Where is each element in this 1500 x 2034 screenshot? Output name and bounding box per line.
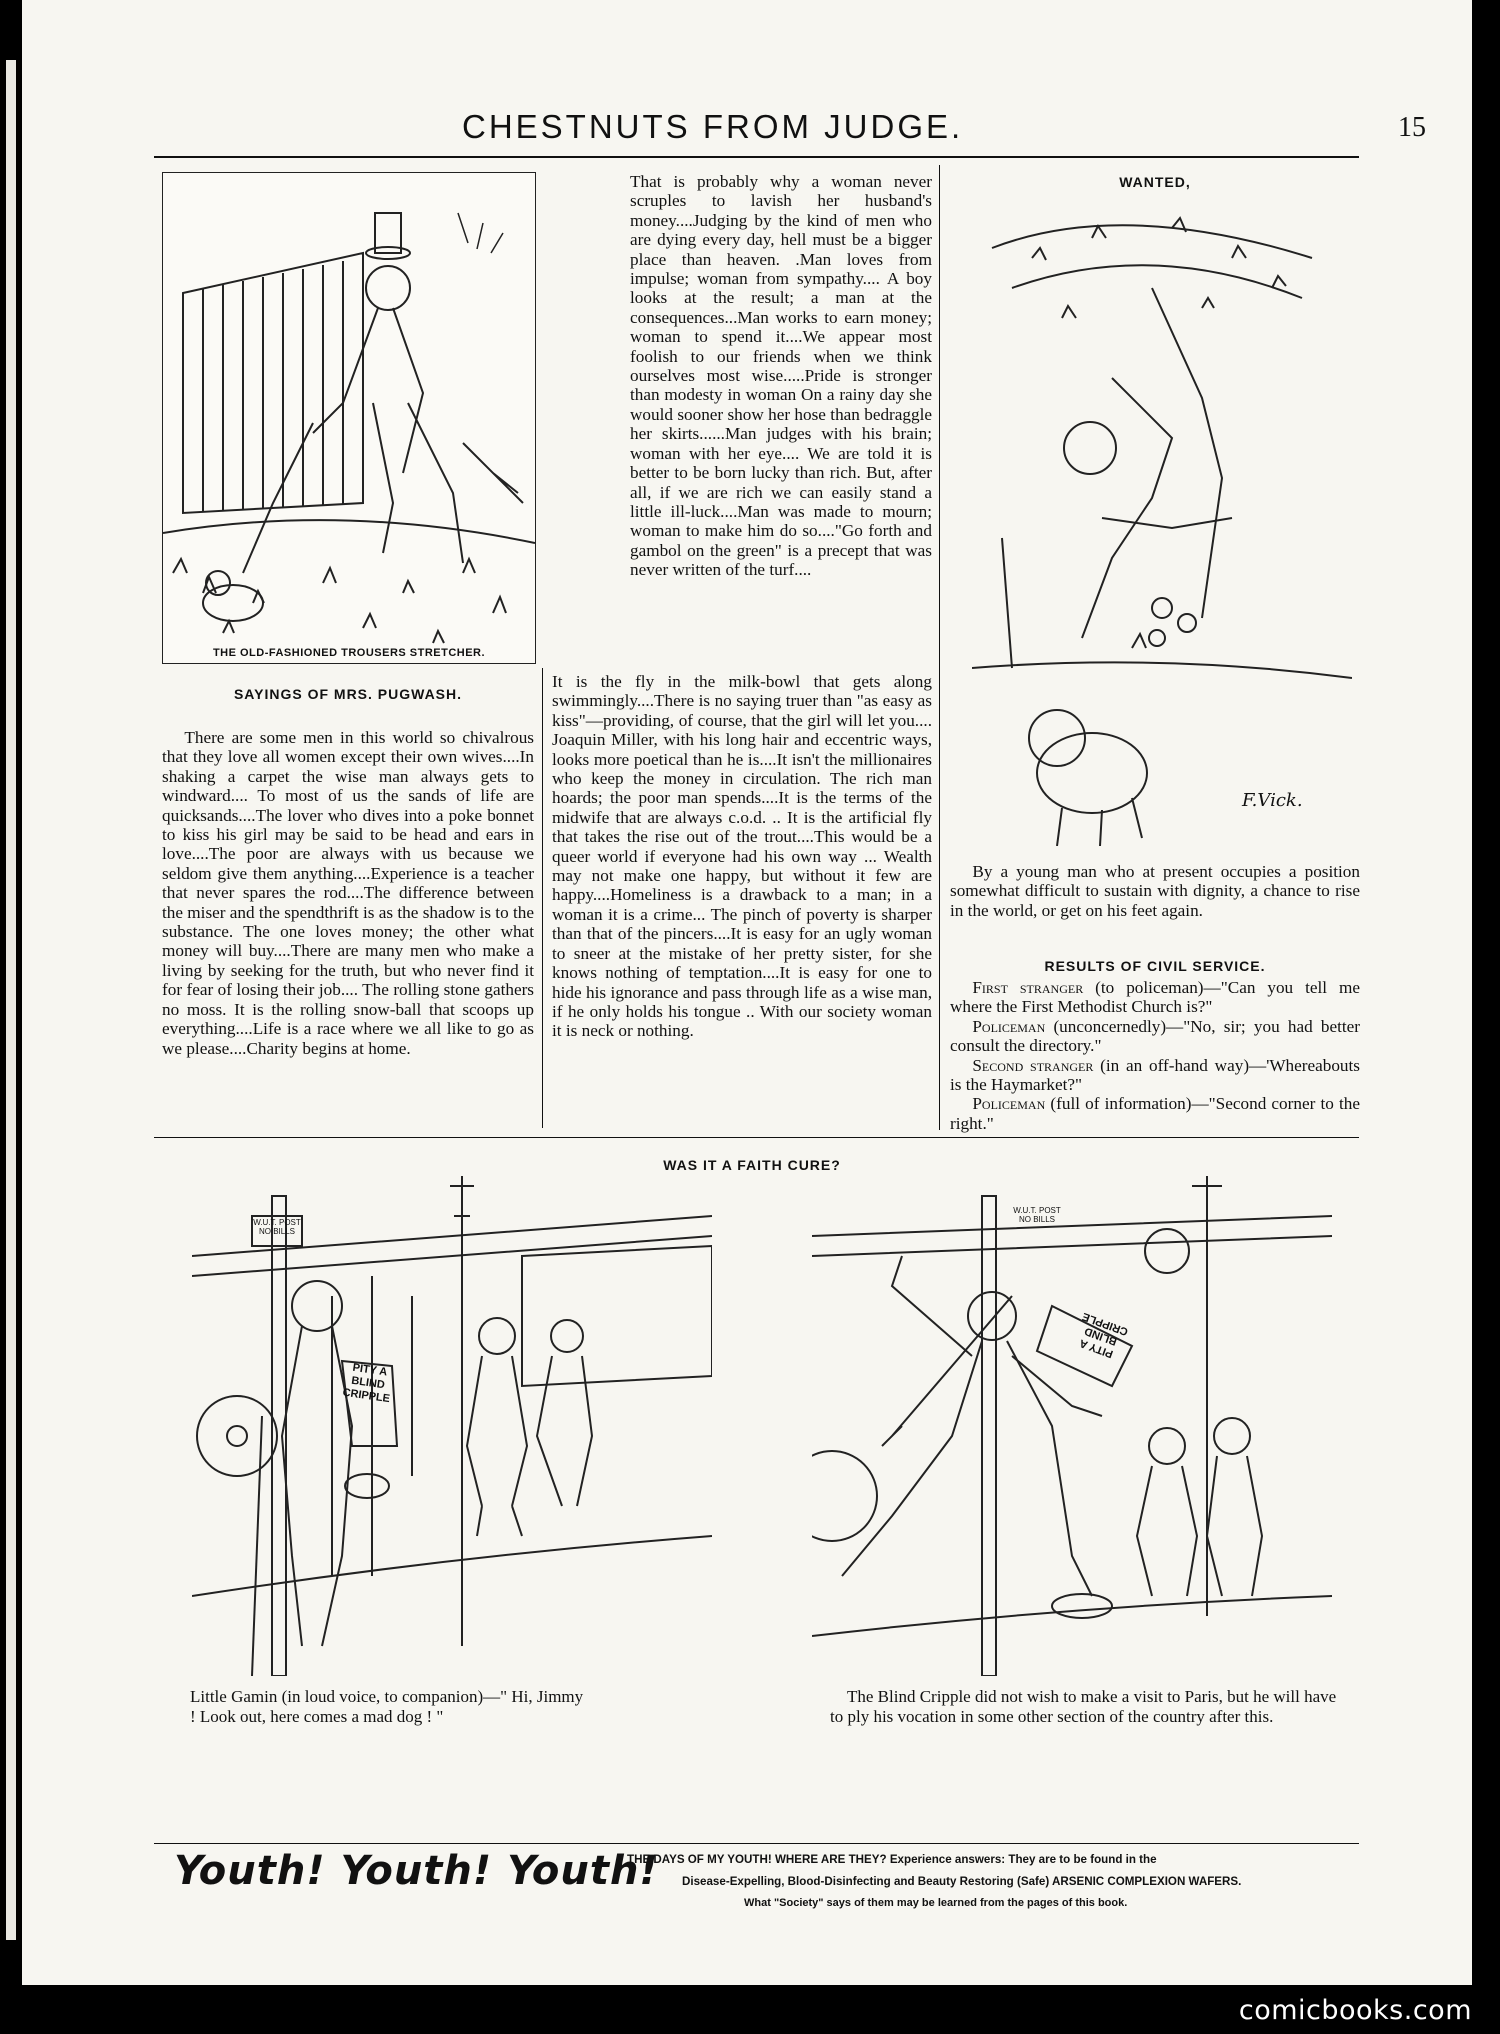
pugwash-column-1 (162, 728, 534, 1058)
post-sign-right: W.U.T. POST NO BILLS (1013, 1206, 1061, 1224)
blind-cripple-begging-drawing (192, 1176, 712, 1676)
binding-gutter (0, 0, 22, 1985)
column-rule-2 (939, 165, 940, 1130)
ad-line-2: Disease-Expelling, Blood-Disinfecting and Beauty Restoring (Safe) ARSENIC COMPLEXION WAFERS. (682, 1875, 1242, 1888)
line-4-text: (full of information)—"Second corner to the right." (950, 1094, 1360, 1133)
pugwash-text-1: There are some men in this world so chivalrous that they love all women except their own wives....In shaking a carpet the wise man always gets to windward.... To most of us the sands of life are quicksands....The lover who dives into a poke bonnet to kiss his girl may be said to be head and ears in love....The poor are always with us because we seldom give them anything....Experience is a teacher that never spares the rod....The difference between the miser and the spendthrift is as the shadow is to the substance. The one loves money; the other what money will buy....There are many men who make a living by seeking for the truth, but who never find it for fear of losing their job.... The rolling stone gathers no moss. It is the rolling snow-ball that scoops up everything....Life is a race where we all like to go as we please....Charity begins at home. (162, 728, 534, 1058)
wanted-text (950, 862, 1360, 920)
civil-service-heading: RESULTS OF CIVIL SERVICE. (1044, 958, 1266, 974)
section-rule (154, 1137, 1359, 1138)
speaker-second-stranger: Second stranger (972, 1055, 1094, 1075)
blind-cripple-running-drawing (812, 1176, 1332, 1676)
wanted-illustration (972, 198, 1352, 846)
site-watermark: comicbooks.com (1238, 1995, 1472, 2026)
civil-service-text (950, 978, 1360, 1133)
post-sign-left: W.U.T. POST NO BILLS (253, 1218, 301, 1236)
civil-service-line-4 (950, 1094, 1360, 1133)
ad-line-1: THE DAYS OF MY YOUTH! WHERE ARE THEY? Experience answers: They are to be found in the (627, 1853, 1157, 1866)
ad-line-3: What "Society" says of them may be learned from the pages of this book. (744, 1897, 1128, 1909)
faith-cure-left-panel (192, 1176, 712, 1676)
trousers-stretcher-illustration (162, 172, 536, 664)
speaker-policeman-2: Policeman (972, 1094, 1046, 1114)
trousers-stretcher-drawing (163, 173, 535, 663)
speaker-first-stranger: First stranger (972, 978, 1084, 997)
ad-rule (154, 1843, 1359, 1844)
ad-headline: Youth! Youth! Youth! (174, 1848, 659, 1894)
magazine-page (22, 0, 1472, 1985)
pugwash-text-2a: That is probably why a woman never scruples to lavish her husband's money....Judging by the kind of men who are dying every day, hell must be a bigger place than heaven. .Man loves from impulse; woman from sympathy.... A boy looks at the result; a man at the consequences...Man works to earn money; woman to spend it....We appear most foolish to our friends when we think ourselves most wise.....Pride is stronger than modesty in woman On a rainy day she would sooner show her hose than bedraggle her skirts......Man judges with his brain; woman with her eye.... We are told it is better to be born lucky than rich. But, after all, if we are rich we can easily stand a little ill-luck....Man was made to mourn; woman to make him do so...."Go forth and gambol on the green" is a precept that was never written of the turf.... (630, 172, 932, 580)
speaker-policeman-1: Policeman (972, 1016, 1046, 1036)
pugwash-heading: SAYINGS OF MRS. PUGWASH. (233, 686, 463, 702)
pugwash-column-2-top (630, 172, 932, 580)
faith-cure-left-caption: Little Gamin (in loud voice, to companion)—" Hi, Jimmy ! Look out, here comes a mad dog ! " (190, 1687, 584, 1726)
civil-service-line-2 (950, 1017, 1360, 1056)
civil-service-line-1 (950, 978, 1360, 1017)
wanted-drawing (972, 198, 1352, 846)
page-title: CHESTNUTS FROM JUDGE. (462, 108, 964, 145)
header-rule (154, 156, 1359, 158)
faith-cure-right-caption: The Blind Cripple did not wish to make a visit to Paris, but he will have to ply his vocation in some other section of the country after this. (830, 1687, 1337, 1726)
page-header (22, 108, 1472, 148)
trousers-caption: THE OLD-FASHIONED TROUSERS STRETCHER. (212, 647, 486, 659)
line-2-text: (unconcernedly)—"No, sir; you had better consult the directory." (950, 1016, 1360, 1056)
page-number: 15 (1398, 112, 1426, 143)
wanted-paragraph: By a young man who at present occupies a position somewhat difficult to sustain with dignity, a chance to rise in the world, or get on his feet again. (950, 862, 1360, 920)
line-3-text: (in an off-hand way)—'Whereabouts is the Haymarket?" (950, 1055, 1360, 1095)
sign-right: PITY A BLIND CRIPPLE (1077, 1309, 1130, 1360)
column-rule-1 (542, 668, 543, 1128)
civil-service-line-3 (950, 1056, 1360, 1095)
pugwash-column-2-bottom (552, 672, 932, 1041)
line-1-text: (to policeman)—"Can you tell me where the First Methodist Church is?" (950, 978, 1360, 1017)
pugwash-text-2b: It is the fly in the milk-bowl that gets along swimmingly....There is no saying truer than "as easy as kiss"—providing, of course, that the girl will let you.... Joaquin Miller, with his long hair and eccentric ways, looks more poetical than he is....It isn't the millionaires who keep the money in circulation. The rich man hoards; the poor man spends....It is the terms of the midwife that are always c.o.d. .. It is the artificial fly that takes the rise out of the trout....This would be a queer world if everyone had his own way ... Wealth may not make one happy, but without it few are happy....Homeliness is a drawback to a man; in a woman it is a crime... The pinch of poverty is sharper than that of the pincers....It is easy for an ugly woman to sneer at the mistake of her pretty sister, for she knows nothing of temptation....It is easy for one to hide his ignorance and pass through life as a wise man, if he only holds his tongue .. With our society woman it is neck or nothing. (552, 672, 932, 1041)
wanted-signature: F.Vick. (1242, 790, 1303, 811)
faith-cure-right-panel (812, 1176, 1332, 1676)
faith-cure-heading: WAS IT A FAITH CURE? (663, 1157, 841, 1173)
sign-left: PITY A BLIND CRIPPLE (341, 1361, 391, 1406)
wanted-heading: WANTED, (1119, 174, 1191, 190)
